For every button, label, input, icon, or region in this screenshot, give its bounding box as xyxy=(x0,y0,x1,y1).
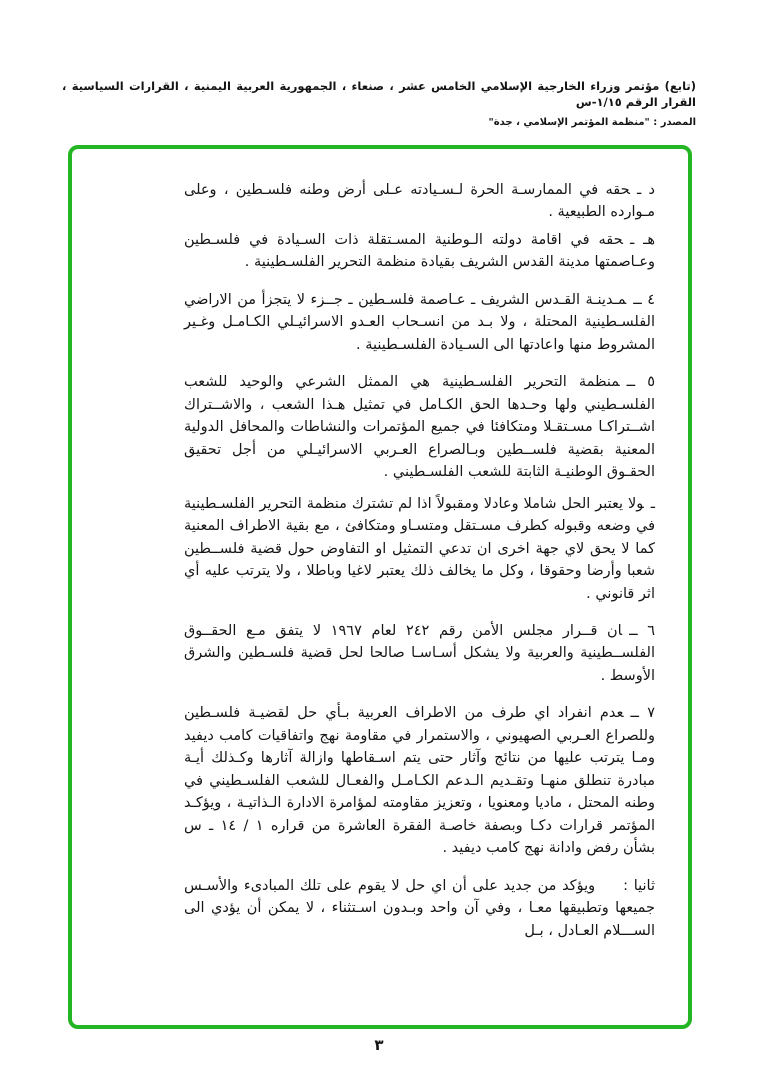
page-number: ٣ xyxy=(374,1036,384,1054)
item-label: ٤ ــ xyxy=(633,291,656,308)
list-item-7 xyxy=(184,702,655,859)
item-text: مـدينـة القـدس الشريف ـ عـاصمة فلسـطين ـ جــزء لا يتجزأ من الاراضي الفلسـطينية المحتلة ، ولا بـد من انسـحاب العـدو الاسرائيـلي الكـامـل وغـير المشروط منها واعادتها الى السـيادة الفلسـطينية . xyxy=(184,291,655,353)
list-item-6 xyxy=(184,620,655,687)
item-label: هـ ـ xyxy=(629,231,655,248)
list-item-4 xyxy=(184,289,655,356)
item-text: حقه في الممارسـة الحرة لـسـيادته عـلى أرض وطنه فلسـطين ، وعلى مـوارده الطبيعية . xyxy=(184,182,655,221)
list-item-5-sub xyxy=(184,493,655,605)
item-text: حقه في اقامة دولته الـوطنية المسـتقلة ذات السـيادة في فلسـطين وعـاصمتها مدينة القدس الشريف بقيادة منظمة التحرير الفلسـطينية . xyxy=(184,231,655,271)
list-item-h xyxy=(184,229,655,274)
item-label: ٥ ــ xyxy=(626,374,655,391)
section-thania xyxy=(184,875,655,942)
highlight-border-box xyxy=(68,145,692,1029)
source-line: المصدر : "منظمة المؤتمر الإسلامي ، جدة" xyxy=(488,117,696,129)
page-header xyxy=(62,78,696,128)
item-text: عدم انفراد اي طرف من الاطراف العربية بـأي حل لقضيـة فلسـطين وللصراع العـربي الصهيوني ، والاستمرار في مقاومة نهج واتفاقيات كامب ديفيد ومـا يترتب عليها من نتائج وآثار حتى يتم اسـقاطها وازالة آثارها وكـذلك أيـة مبادرة تنطلق منهـا وتقـديم الـدعم الكـامـل والفعـال للشعب الفلسـطيني في وطنه المحتل ، ماديا ومعنويا ، وتعزيز مقاومته لمؤامرة الادارة الـذاتيـة ، ويؤكـد المؤتمر قرارات دكـا وبصفة خاصـة الفقرة العاشرة من قراره ١ / ١٤ ـ س بشأن رفض وادانة نهج كامب ديفيد . xyxy=(184,705,655,857)
list-item-d xyxy=(184,179,655,224)
item-label: ـ xyxy=(650,495,655,512)
item-label: د ـ xyxy=(636,182,655,198)
item-text: ولا يعتبر الحل شاملا وعادلا ومقبولاً اذا لم تشترك منظمة التحرير الفلسـطينية في وضعه وقبوله كطرف مسـتقل ومتسـاو ومتكافئ ، مع بقية الاطراف المعنية كما لا يحق لاي جهة اخرى ان تدعي التمثيل او التفاوض حول قضية فلســطين شعبا وأرضا وحقوقا ، وكل ما يخالف ذلك يعتبر لاغيا وباطلا ، ولا يترتب عليه أي اثر قانوني . xyxy=(184,495,655,602)
section-text: ويؤكد من جديد على أن اي حل لا يقوم على تلك المبادىء والأسـس جميعها وتطبيقها معـا ، وفي آن واحد وبـدون اسـتثناء ، لا يمكن أن يؤدي الى الســـلام العـادل ، بـل xyxy=(184,877,655,939)
document-body xyxy=(72,149,688,1025)
item-text: منظمة التحرير الفلسـطينية هي الممثل الشرعي والوحيد للشعب الفلسـطيني ولها وحـدها الحق الكـامل في تمثيل هـذا الشعب ، والاشــتراك اشــتراكـا مسـتقـلا ومتكافئا في جميع المؤتمرات والنشاطات والمحافل الدولية المعنية بقضية فلســطين وبـالصراع العـربي الاسرائيـلي من أجل تحقيق الحقـوق الوطنيـة الثابتة للشعب الفلسـطيني . xyxy=(184,374,655,481)
item-text: ان قــرار مجلس الأمن رقم ٢٤٢ لعام ١٩٦٧ لا يتفق مـع الحقــوق الفلســطينية والعربية ولا يشكل أسـاسـا صالحا لحل قضية فلسـطين والشرق الأوسط . xyxy=(184,622,655,684)
list-item-5 xyxy=(184,371,655,483)
citation-line: (تابع) مؤتمر وزراء الخارجية الإسلامي الخامس عشر ، صنعاء ، الجمهورية العربية اليمنية ، القرارات السياسية ، القرار الرقم ١/١٥-س xyxy=(62,79,696,110)
section-label: ثانيا : xyxy=(623,877,655,894)
item-label: ٧ ــ xyxy=(630,705,655,722)
item-label: ٦ ــ xyxy=(629,622,656,639)
